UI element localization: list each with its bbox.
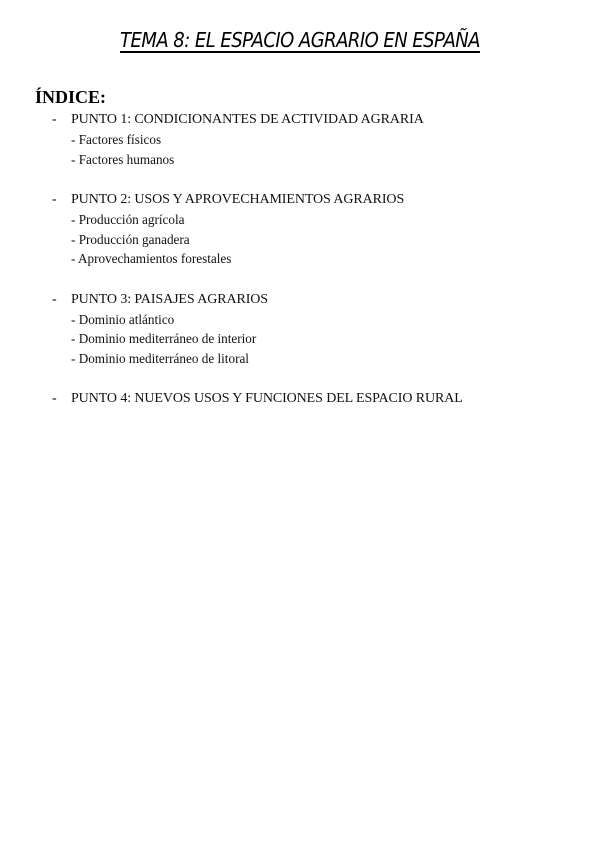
section-sub-item: - Dominio mediterráneo de interior xyxy=(71,331,257,346)
index-section xyxy=(0,389,600,409)
section-sub-item: - Factores físicos xyxy=(71,132,162,147)
section-heading: PUNTO 2: USOS Y APROVECHAMIENTOS AGRARIOS xyxy=(71,192,405,207)
section-sub-item: - Factores humanos xyxy=(71,151,175,167)
section-heading-row xyxy=(0,190,600,210)
section-heading-row xyxy=(0,389,600,409)
index-section xyxy=(0,110,600,169)
index-list xyxy=(0,110,600,430)
section-sub-item: - Producción agrícola xyxy=(71,212,185,227)
list-bullet: - xyxy=(52,192,57,207)
section-heading-row xyxy=(0,110,600,130)
list-bullet: - xyxy=(52,391,57,406)
document-title: TEMA 8: EL ESPACIO AGRARIO EN ESPAÑA xyxy=(120,28,480,52)
list-bullet: - xyxy=(52,112,57,127)
section-sub-item: - Dominio mediterráneo de litoral xyxy=(71,350,249,366)
index-section xyxy=(0,290,600,369)
section-heading-row xyxy=(0,290,600,310)
section-sub-item: - Dominio atlántico xyxy=(71,311,175,327)
section-sub-item: - Producción ganadera xyxy=(71,231,190,247)
list-bullet: - xyxy=(52,291,57,307)
index-section xyxy=(0,190,600,269)
section-heading: PUNTO 4: NUEVOS USOS Y FUNCIONES DEL ESPACIO RURAL xyxy=(71,391,463,406)
section-heading: PUNTO 1: CONDICIONANTES DE ACTIVIDAD AGRARIA xyxy=(71,112,424,127)
section-sub-item: - Aprovechamientos forestales xyxy=(71,251,232,266)
section-heading: PUNTO 3: PAISAJES AGRARIOS xyxy=(71,291,268,307)
index-heading: ÍNDICE: xyxy=(35,87,107,107)
